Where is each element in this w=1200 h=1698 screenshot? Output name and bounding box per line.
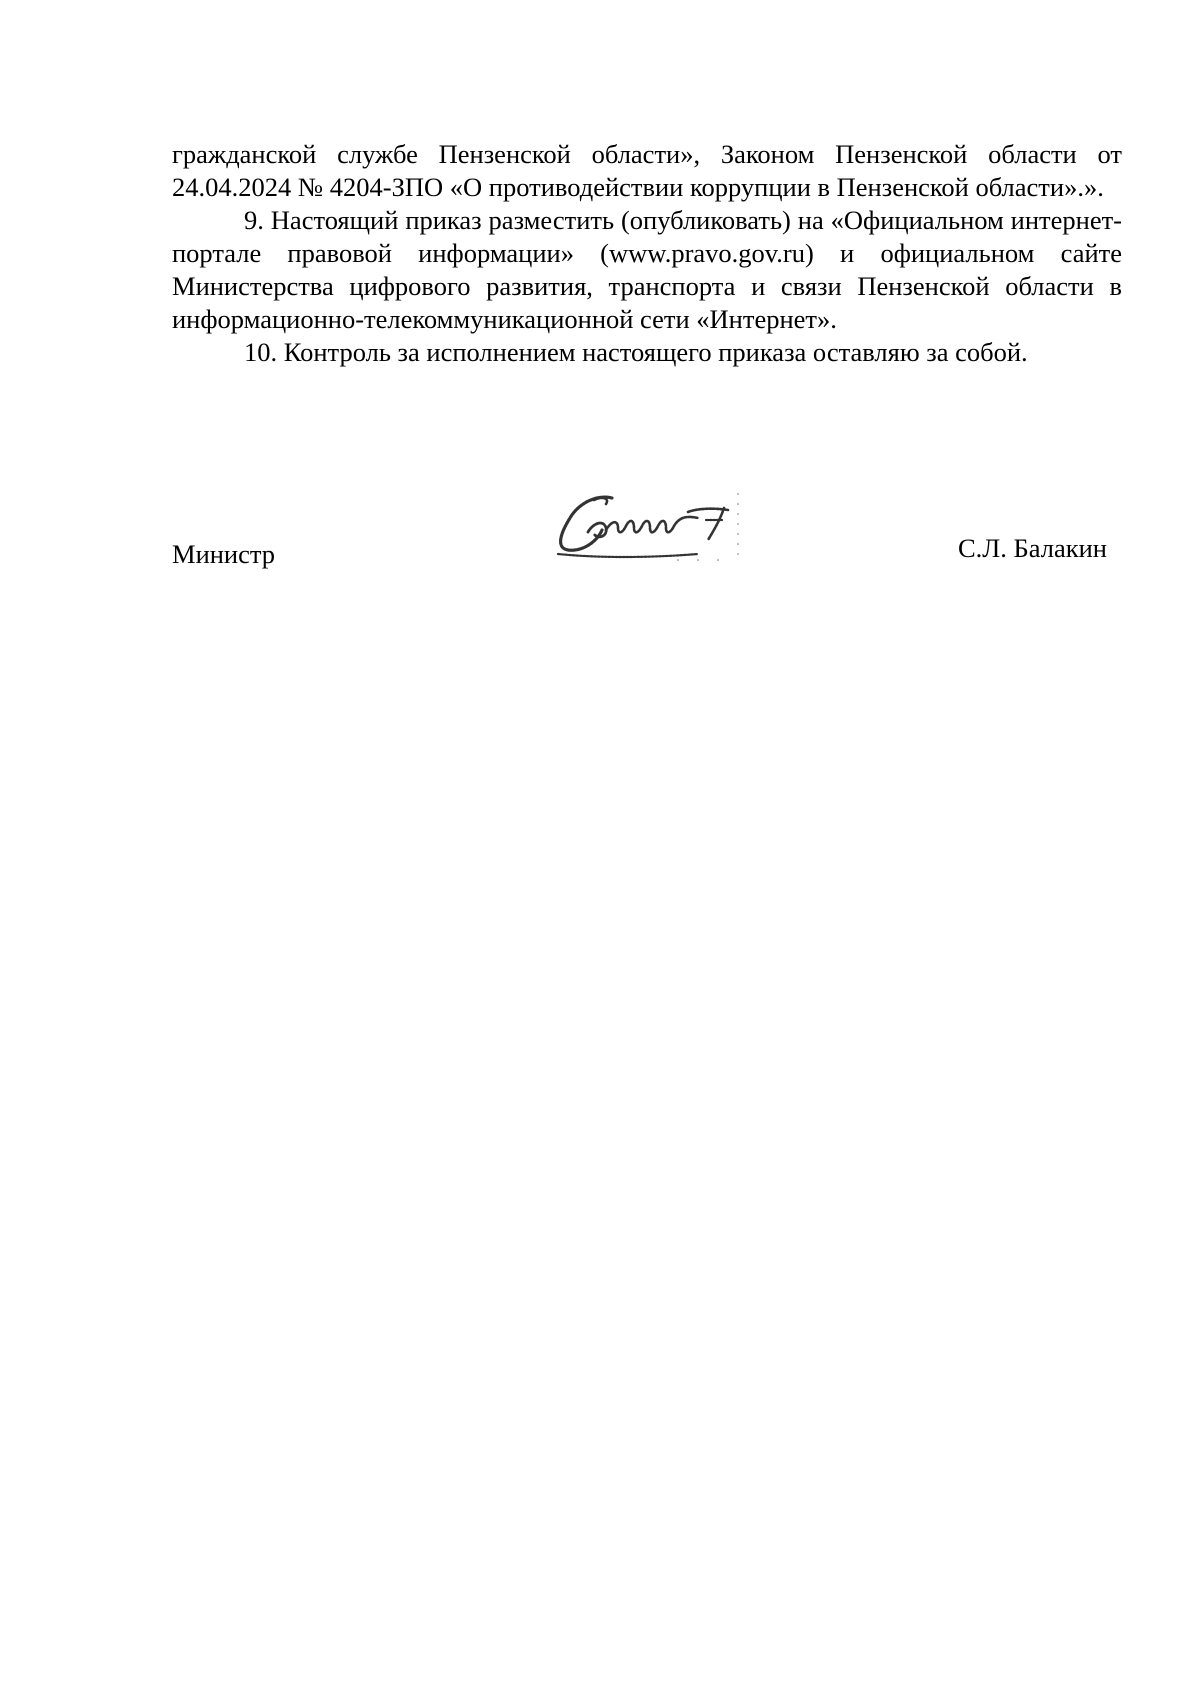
signatory-position: Министр xyxy=(172,539,276,569)
handwritten-signature xyxy=(548,490,744,564)
paragraph-continuation: гражданской службе Пензенской области», Законом Пензенской области от 24.04.2024 № 4204-ЗПО «О противодействии коррупции в Пензенской области».». xyxy=(172,139,1122,202)
paragraph-item-10: 10. Контроль за исполнением настоящего приказа оставляю за собой. xyxy=(244,337,1028,367)
paragraph-item-9: 9. Настоящий приказ разместить (опубликовать) на «Официальном интернет-портале правовой информации» (www.pravo.gov.ru) и официальном сайте Министерства цифрового развития, транспорта и связи Пензенской области в информационно-телекоммуникационной сети «Интернет». xyxy=(172,205,1122,334)
document-body xyxy=(172,138,1122,369)
signatory-name: С.Л. Балакин xyxy=(958,533,1107,563)
